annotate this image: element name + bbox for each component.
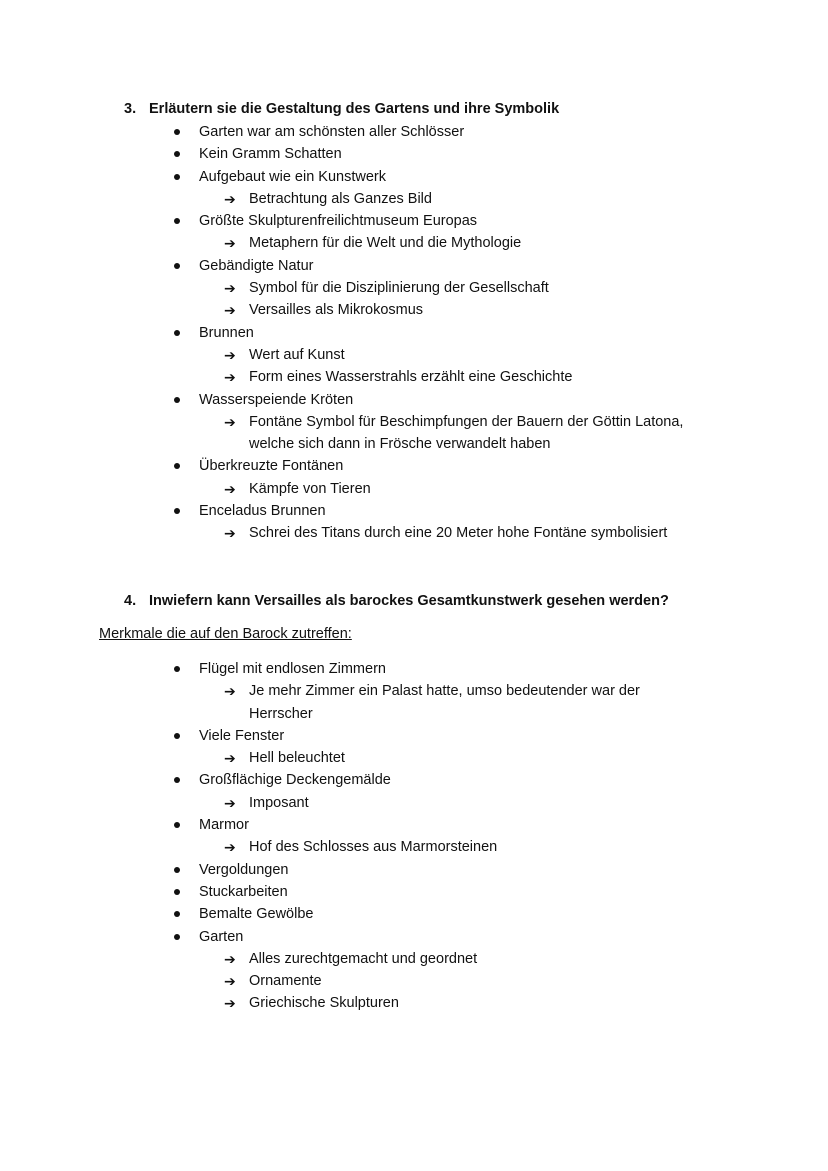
arrow-right-icon: ➔ [224,480,236,497]
list-item [0,658,828,680]
bullet-dot-icon [174,889,180,895]
sub-item [0,366,828,388]
section-4-title-text: Inwiefern kann Versailles als barockes Gesamtkunstwerk gesehen werden? [149,593,669,609]
list-item-text: Überkreuzte Fontänen [199,458,344,475]
arrow-right-icon: ➔ [224,190,236,207]
sub-item [0,478,828,500]
bullet-dot-icon [174,174,180,180]
sub-item-text: Wert auf Kunst [249,346,345,363]
arrow-right-icon: ➔ [224,235,236,252]
sub-item [0,836,828,858]
list-item-text: Garten [199,928,244,945]
list-item [0,166,828,188]
sub-item-text: Symbol für die Disziplinierung der Gesellschaft [249,280,549,297]
sub-item-text: Imposant [249,794,309,811]
sub-item [0,277,828,299]
bullet-dot-icon [174,508,180,514]
list-item-text: Aufgebaut wie ein Kunstwerk [199,168,386,185]
list-item [0,769,828,791]
list-item-text: Brunnen [199,324,254,341]
list-item [0,322,828,344]
list-item [0,255,828,277]
section-4-number: 4. [124,593,137,609]
arrow-right-icon: ➔ [224,683,236,700]
bullet-dot-icon [174,397,180,403]
list-item-text: Bemalte Gewölbe [199,906,314,923]
sub-item-text: welche sich dann in Frösche verwandelt haben [249,436,551,453]
list-item [0,389,828,411]
list-item [0,814,828,836]
sub-item-text: Griechische Skulpturen [249,995,399,1012]
bullet-dot-icon [174,822,180,828]
arrow-right-icon: ➔ [224,973,236,990]
section-4-list [0,658,828,1015]
sub-item-continuation [0,703,828,725]
list-item [0,455,828,477]
section-3-title [124,99,559,119]
arrow-right-icon: ➔ [224,995,236,1012]
arrow-right-icon: ➔ [224,950,236,967]
list-item [0,143,828,165]
arrow-right-icon: ➔ [224,369,236,386]
list-item-text: Viele Fenster [199,727,285,744]
sub-item [0,344,828,366]
bullet-dot-icon [174,151,180,157]
bullet-dot-icon [174,867,180,873]
arrow-right-icon: ➔ [224,750,236,767]
bullet-dot-icon [174,666,180,672]
arrow-right-icon: ➔ [224,794,236,811]
list-item-text: Enceladus Brunnen [199,503,326,520]
list-item-text: Marmor [199,817,249,834]
bullet-dot-icon [174,263,180,269]
sub-item-continuation [0,433,828,455]
bullet-dot-icon [174,218,180,224]
sub-item [0,792,828,814]
sub-item-text: Je mehr Zimmer ein Palast hatte, umso bedeutender war der [249,683,640,700]
arrow-right-icon: ➔ [224,525,236,542]
list-item [0,725,828,747]
bullet-dot-icon [174,911,180,917]
bullet-dot-icon [174,777,180,783]
list-item [0,500,828,522]
sub-item-text: Schrei des Titans durch eine 20 Meter hohe Fontäne symbolisiert [249,525,668,542]
sub-item [0,970,828,992]
sub-item-text: Form eines Wasserstrahls erzählt eine Geschichte [249,369,573,386]
list-item-text: Stuckarbeiten [199,883,288,900]
sub-item-text: Hof des Schlosses aus Marmorsteinen [249,839,498,856]
list-item-text: Vergoldungen [199,861,289,878]
list-item-text: Gebändigte Natur [199,257,314,274]
list-item [0,859,828,881]
arrow-right-icon: ➔ [224,413,236,430]
arrow-right-icon: ➔ [224,280,236,297]
sub-item [0,680,828,702]
list-item-text: Flügel mit endlosen Zimmern [199,661,386,677]
list-item [0,881,828,903]
section-4-title [124,591,669,611]
bullet-dot-icon [174,733,180,739]
section-3-list [0,121,828,545]
arrow-right-icon: ➔ [224,346,236,363]
sub-item [0,948,828,970]
sub-item-text: Betrachtung als Ganzes Bild [249,190,432,207]
list-item-text: Größte Skulpturenfreilichtmuseum Europas [199,213,478,230]
section-3-number: 3. [124,101,137,117]
sub-item [0,992,828,1014]
sub-item [0,747,828,769]
sub-item-text: Herrscher [249,705,313,722]
list-item-text: Großflächige Deckengemälde [199,772,391,789]
list-item [0,210,828,232]
sub-item-text: Hell beleuchtet [249,750,345,767]
sub-item-text: Metaphern für die Welt und die Mythologie [249,235,522,252]
sub-item [0,299,828,321]
list-item-text: Kein Gramm Schatten [199,146,342,163]
list-item-text: Wasserspeiende Kröten [199,391,354,408]
list-item [0,926,828,948]
section-4-subheading: Merkmale die auf den Barock zutreffen: [99,626,352,642]
sub-item-text: Versailles als Mikrokosmus [249,302,424,319]
bullet-dot-icon [174,129,180,135]
sub-item-text: Kämpfe von Tieren [249,480,371,497]
list-item [0,121,828,143]
sub-item [0,411,828,433]
arrow-right-icon: ➔ [224,302,236,319]
bullet-dot-icon [174,463,180,469]
bullet-dot-icon [174,934,180,940]
list-item [0,903,828,925]
list-item-text: Garten war am schönsten aller Schlösser [199,124,465,140]
sub-item [0,232,828,254]
section-3-title-text: Erläutern sie die Gestaltung des Gartens und ihre Symbolik [149,101,560,117]
sub-item-text: Ornamente [249,973,322,990]
sub-item-text: Alles zurechtgemacht und geordnet [249,950,478,967]
bullet-dot-icon [174,330,180,336]
sub-item [0,522,828,544]
arrow-right-icon: ➔ [224,839,236,856]
sub-item-text: Fontäne Symbol für Beschimpfungen der Bauern der Göttin Latona, [249,413,684,430]
sub-item [0,188,828,210]
